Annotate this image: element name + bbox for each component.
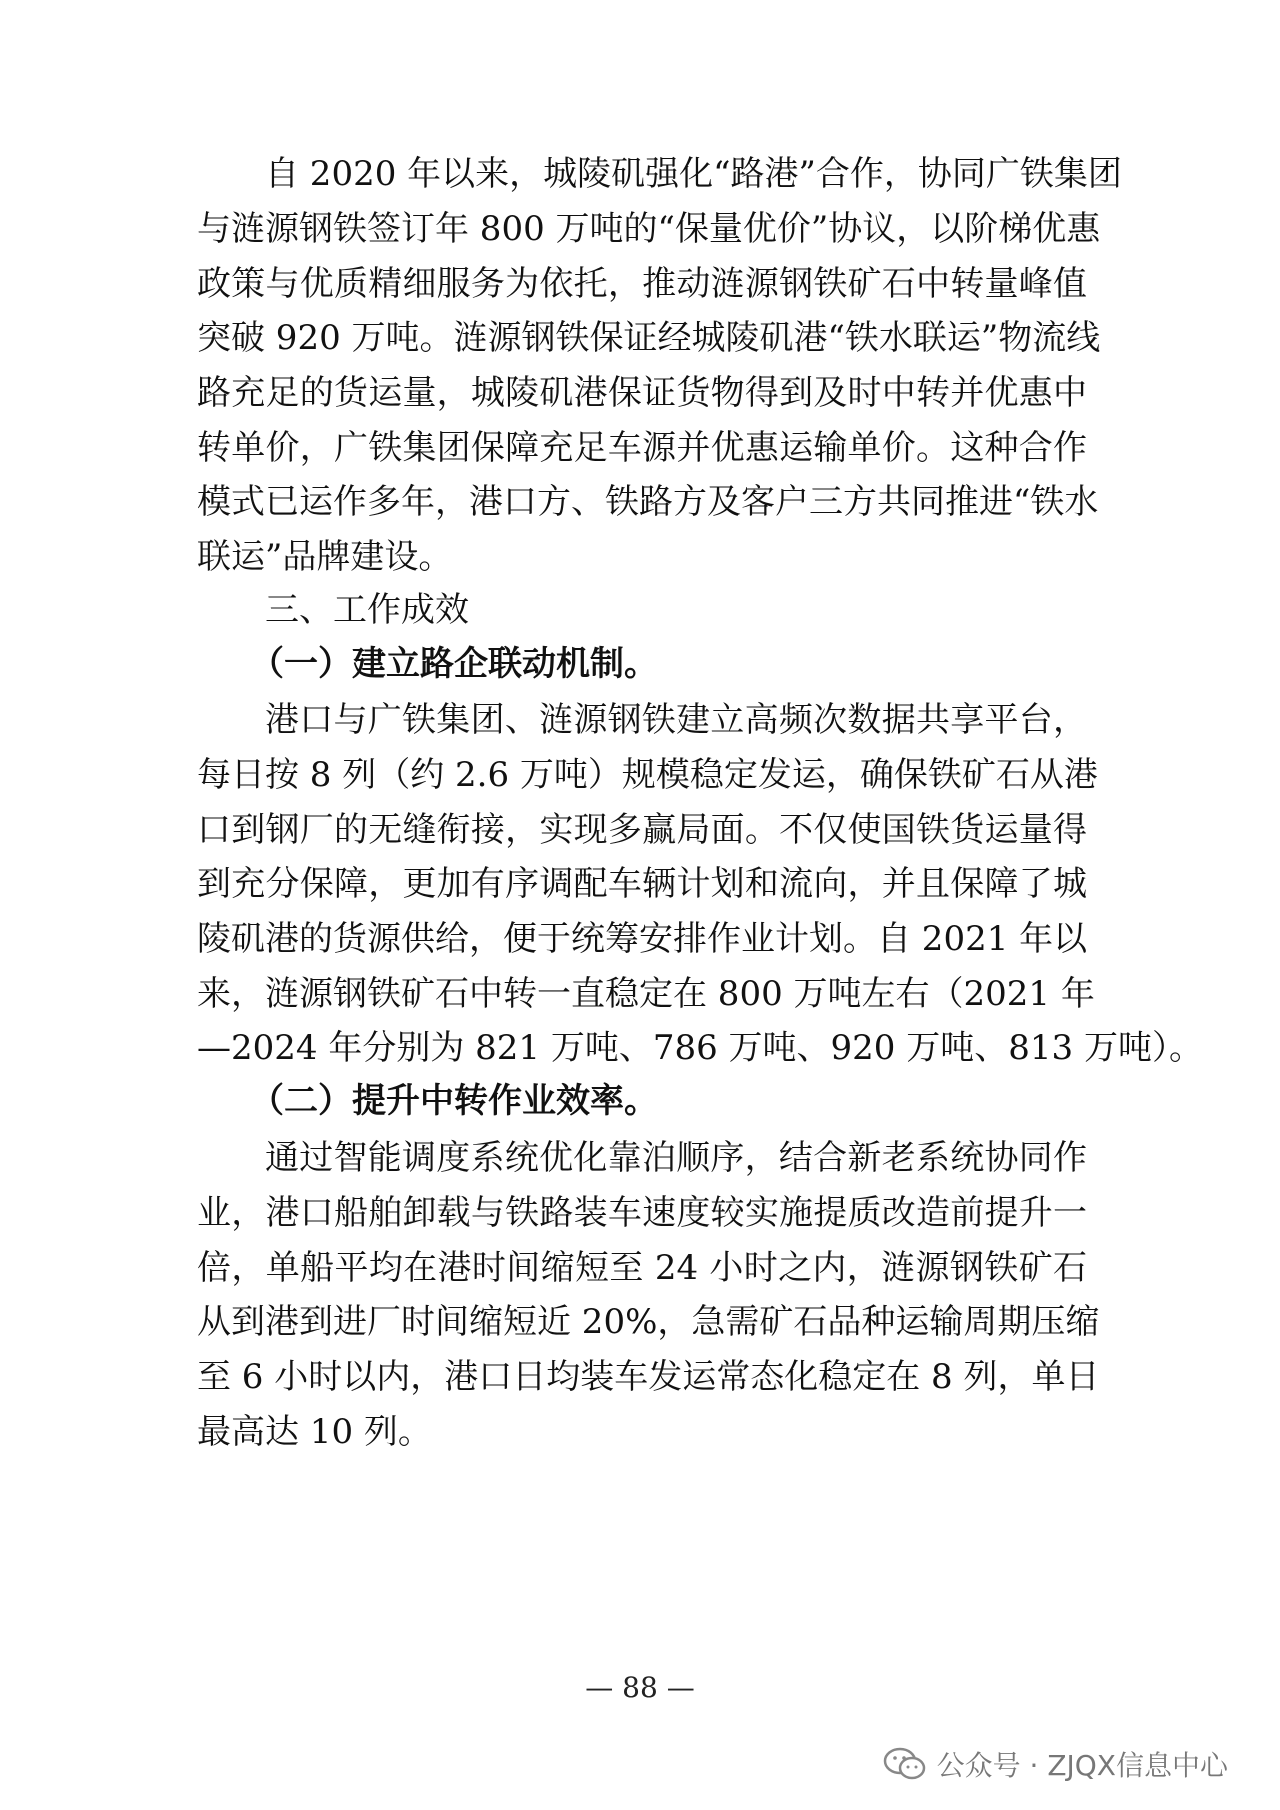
paragraph-line: 转单价，广铁集团保障充足车源并优惠运输单价。这种合作 [197, 428, 1087, 468]
paragraph-line: 从到港到进厂时间缩短近 20%，急需矿石品种运输周期压缩 [197, 1302, 1100, 1342]
paragraph-line: 联运”品牌建设。 [197, 537, 453, 577]
paragraph-line: 口到钢厂的无缝衔接，实现多赢局面。不仅使国铁货运量得 [197, 810, 1087, 850]
paragraph-line: 每日按 8 列（约 2.6 万吨）规模稳定发运，确保铁矿石从港 [197, 755, 1098, 795]
paragraph-line: 到充分保障，更加有序调配车辆计划和流向，并且保障了城 [197, 864, 1087, 904]
watermark-text: 公众号 · ZJQX信息中心 [936, 1749, 1228, 1782]
paragraph-line: 最高达 10 列。 [197, 1412, 432, 1452]
paragraph-line: 倍，单船平均在港时间缩短至 24 小时之内，涟源钢铁矿石 [197, 1248, 1087, 1288]
subsection-heading-1: （一）建立路企联动机制。 [250, 644, 658, 684]
watermark [883, 1744, 1228, 1784]
paragraph-line: 与涟源钢铁签订年 800 万吨的“保量优价”协议，以阶梯优惠 [197, 209, 1101, 249]
paragraph-line: 突破 920 万吨。涟源钢铁保证经城陵矶港“铁水联运”物流线 [197, 318, 1101, 358]
paragraph-line: 港口与广铁集团、涟源钢铁建立高频次数据共享平台， [265, 700, 1087, 740]
paragraph-line: 陵矶港的货源供给，便于统筹安排作业计划。自 2021 年以 [197, 919, 1088, 959]
wechat-icon [883, 1747, 927, 1781]
paragraph-line: —2024 年分别为 821 万吨、786 万吨、920 万吨、813 万吨）。 [197, 1028, 1203, 1068]
section-heading: 三、工作成效 [265, 590, 469, 630]
paragraph-line: 模式已运作多年，港口方、铁路方及客户三方共同推进“铁水 [197, 482, 1099, 522]
page-number: — 88 — [585, 1671, 695, 1704]
paragraph-line: 通过智能调度系统优化靠泊顺序，结合新老系统协同作 [265, 1138, 1087, 1178]
paragraph-line: 来，涟源钢铁矿石中转一直稳定在 800 万吨左右（2021 年 [197, 974, 1095, 1014]
paragraph-line: 业，港口船舶卸载与铁路装车速度较实施提质改造前提升一 [197, 1193, 1087, 1233]
paragraph-line: 至 6 小时以内，港口日均装车发运常态化稳定在 8 列，单日 [197, 1357, 1100, 1397]
paragraph-line: 政策与优质精细服务为依托，推动涟源钢铁矿石中转量峰值 [197, 264, 1087, 304]
subsection-heading-2: （二）提升中转作业效率。 [250, 1081, 658, 1121]
paragraph-line: 自 2020 年以来，城陵矶强化“路港”合作，协同广铁集团 [265, 154, 1122, 194]
paragraph-line: 路充足的货运量，城陵矶港保证货物得到及时中转并优惠中 [197, 373, 1087, 413]
